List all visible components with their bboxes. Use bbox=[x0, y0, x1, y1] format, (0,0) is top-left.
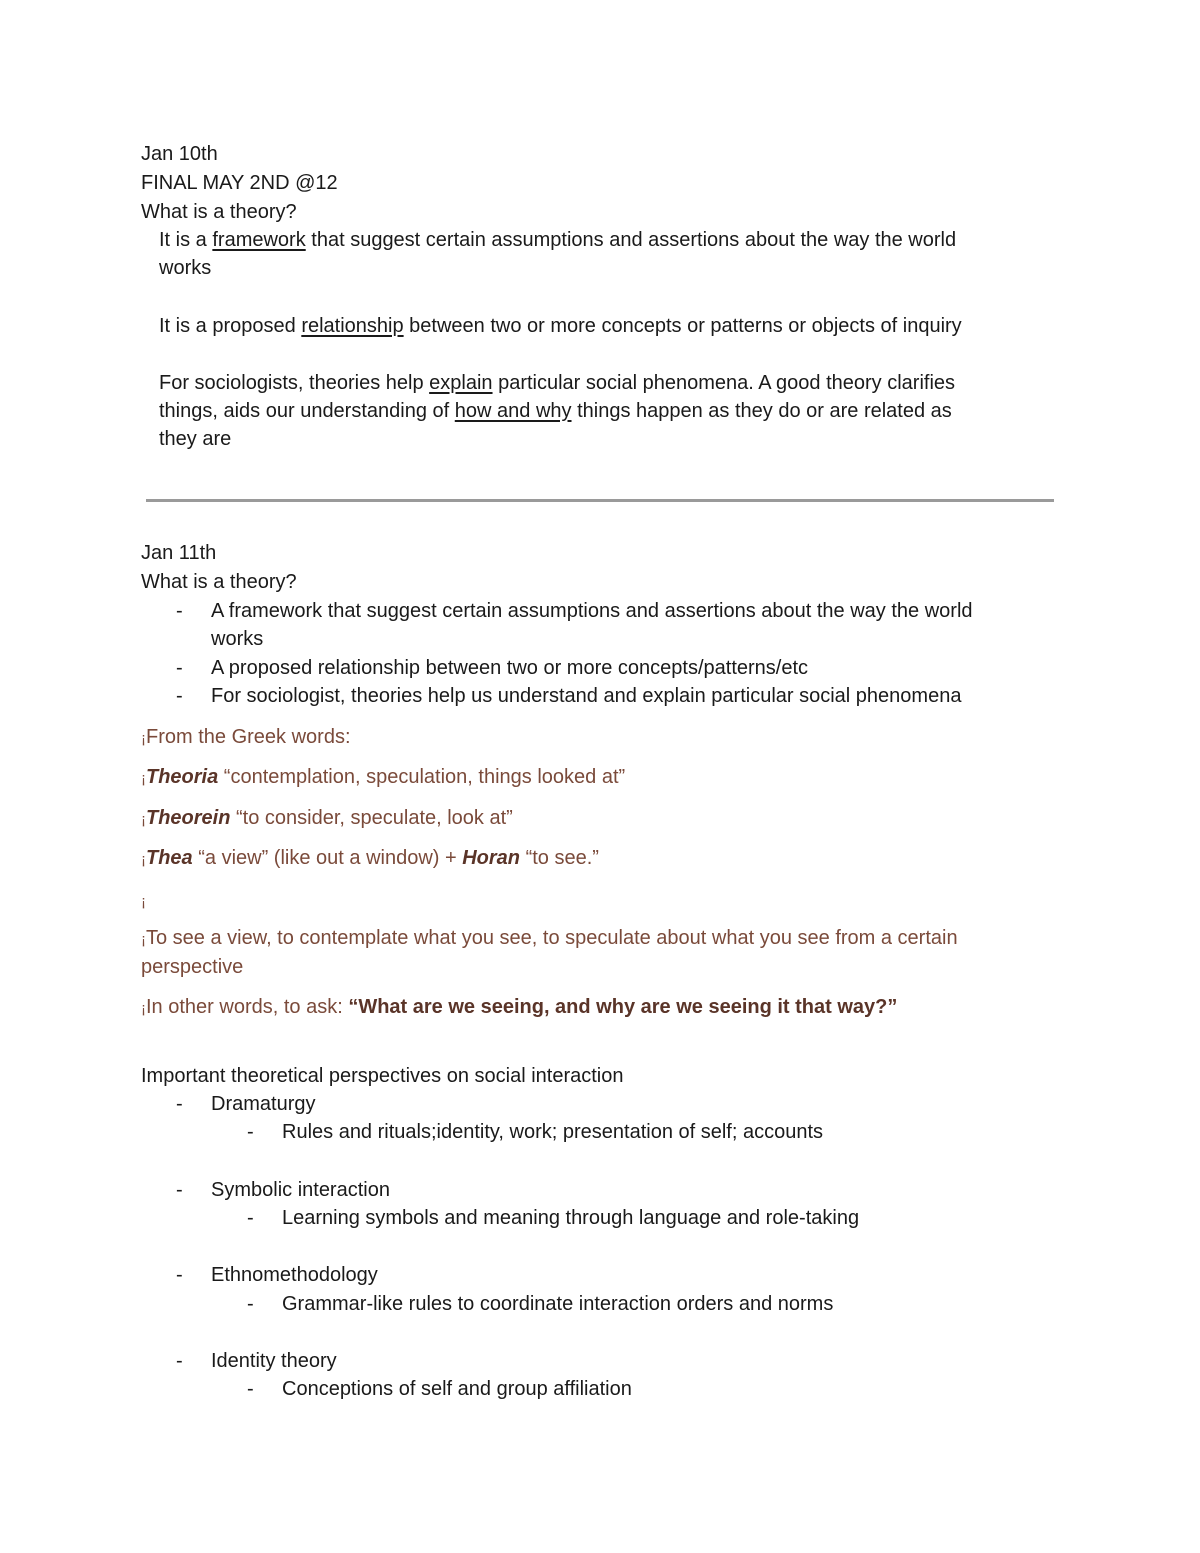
text: between two or more concepts or patterns or objects of inquiry bbox=[403, 315, 962, 337]
sub-bullet-dash: - bbox=[247, 1293, 254, 1315]
section-divider bbox=[146, 499, 1054, 502]
bullet-dash: - bbox=[176, 1350, 183, 1372]
mark: ¡ bbox=[141, 1000, 146, 1017]
bullet-dash: - bbox=[176, 657, 183, 679]
term-thea: Thea bbox=[146, 847, 193, 869]
text: From the Greek words: bbox=[146, 726, 351, 748]
term-horan: Horan bbox=[462, 847, 521, 869]
bullet-relationship: A proposed relationship between two or more concepts/patterns/etc bbox=[211, 657, 809, 679]
greek-theorein bbox=[141, 804, 513, 834]
mark: ¡ bbox=[141, 811, 146, 828]
mark: ¡ bbox=[141, 893, 146, 910]
bullet-dash: - bbox=[176, 1093, 183, 1115]
bullet-dash: - bbox=[176, 1264, 183, 1286]
perspective-title: Dramaturgy bbox=[211, 1093, 316, 1115]
underlined-framework: framework bbox=[212, 229, 306, 251]
perspective-detail: Conceptions of self and group affiliation bbox=[282, 1378, 632, 1400]
perspectives-heading: Important theoretical perspectives on social interaction bbox=[141, 1065, 624, 1087]
mark: ¡ bbox=[141, 851, 146, 868]
sub-bullet-dash: - bbox=[247, 1378, 254, 1400]
paragraph-framework bbox=[159, 226, 956, 254]
text: “to see.” bbox=[520, 847, 599, 869]
paragraph-explain bbox=[159, 369, 955, 397]
greek-to-see-cont: perspective bbox=[141, 956, 244, 978]
bullet-dash: - bbox=[176, 600, 183, 622]
term-theorein: Theorein bbox=[146, 807, 231, 829]
underlined-how-and-why: how and why bbox=[454, 400, 572, 422]
bullet-dash: - bbox=[176, 685, 183, 707]
text: “contemplation, speculation, things looked at” bbox=[218, 766, 626, 788]
date-jan-10: Jan 10th bbox=[141, 143, 218, 165]
text: that suggest certain assumptions and assertions about the way the world bbox=[305, 229, 957, 251]
greek-other-words bbox=[141, 993, 897, 1023]
greek-empty-item bbox=[141, 886, 146, 916]
text: “a view” (like out a window) + bbox=[192, 847, 463, 869]
text: things, aids our understanding of bbox=[159, 400, 455, 422]
bullet-dash: - bbox=[176, 1179, 183, 1201]
question-heading-2: What is a theory? bbox=[141, 571, 297, 593]
underlined-explain: explain bbox=[429, 372, 493, 394]
perspective-title: Symbolic interaction bbox=[211, 1179, 390, 1201]
perspective-title: Ethnomethodology bbox=[211, 1264, 378, 1286]
sub-bullet-dash: - bbox=[247, 1121, 254, 1143]
bullet-framework: A framework that suggest certain assumptions and assertions about the way the world bbox=[211, 600, 973, 622]
mark: ¡ bbox=[141, 770, 146, 787]
term-theoria: Theoria bbox=[146, 766, 219, 788]
final-exam-note: FINAL MAY 2ND @12 bbox=[141, 172, 338, 194]
bullet-framework-cont: works bbox=[211, 628, 264, 650]
greek-intro bbox=[141, 723, 351, 753]
text: For sociologists, theories help bbox=[159, 372, 430, 394]
date-jan-11: Jan 11th bbox=[141, 542, 217, 564]
greek-thea bbox=[141, 844, 599, 874]
text: things happen as they do or are related as bbox=[571, 400, 952, 422]
perspective-detail: Learning symbols and meaning through language and role-taking bbox=[282, 1207, 860, 1229]
perspective-detail: Rules and rituals;identity, work; presentation of self; accounts bbox=[282, 1121, 824, 1143]
text: In other words, to ask: bbox=[146, 996, 349, 1018]
question-heading: What is a theory? bbox=[141, 201, 297, 223]
mark: ¡ bbox=[141, 931, 146, 948]
underlined-relationship: relationship bbox=[301, 315, 404, 337]
text: “to consider, speculate, look at” bbox=[230, 807, 513, 829]
sub-bullet-dash: - bbox=[247, 1207, 254, 1229]
greek-to-see bbox=[141, 924, 958, 954]
bullet-sociologist: For sociologist, theories help us understand and explain particular social phenomena bbox=[211, 685, 962, 707]
mark: ¡ bbox=[141, 730, 146, 747]
text: To see a view, to contemplate what you see, to speculate about what you see from a certain bbox=[146, 927, 958, 949]
text: It is a bbox=[159, 229, 213, 251]
paragraph-relationship bbox=[159, 312, 962, 340]
paragraph-explain-line2 bbox=[159, 397, 952, 425]
text: It is a proposed bbox=[159, 315, 302, 337]
greek-theoria bbox=[141, 763, 625, 793]
key-question: “What are we seeing, and why are we seeing it that way?” bbox=[348, 996, 898, 1018]
paragraph-explain-line3: they are bbox=[159, 428, 232, 450]
text: particular social phenomena. A good theory clarifies bbox=[492, 372, 956, 394]
perspective-title: Identity theory bbox=[211, 1350, 337, 1372]
perspective-detail: Grammar-like rules to coordinate interaction orders and norms bbox=[282, 1293, 834, 1315]
paragraph-framework-cont: works bbox=[159, 257, 212, 279]
